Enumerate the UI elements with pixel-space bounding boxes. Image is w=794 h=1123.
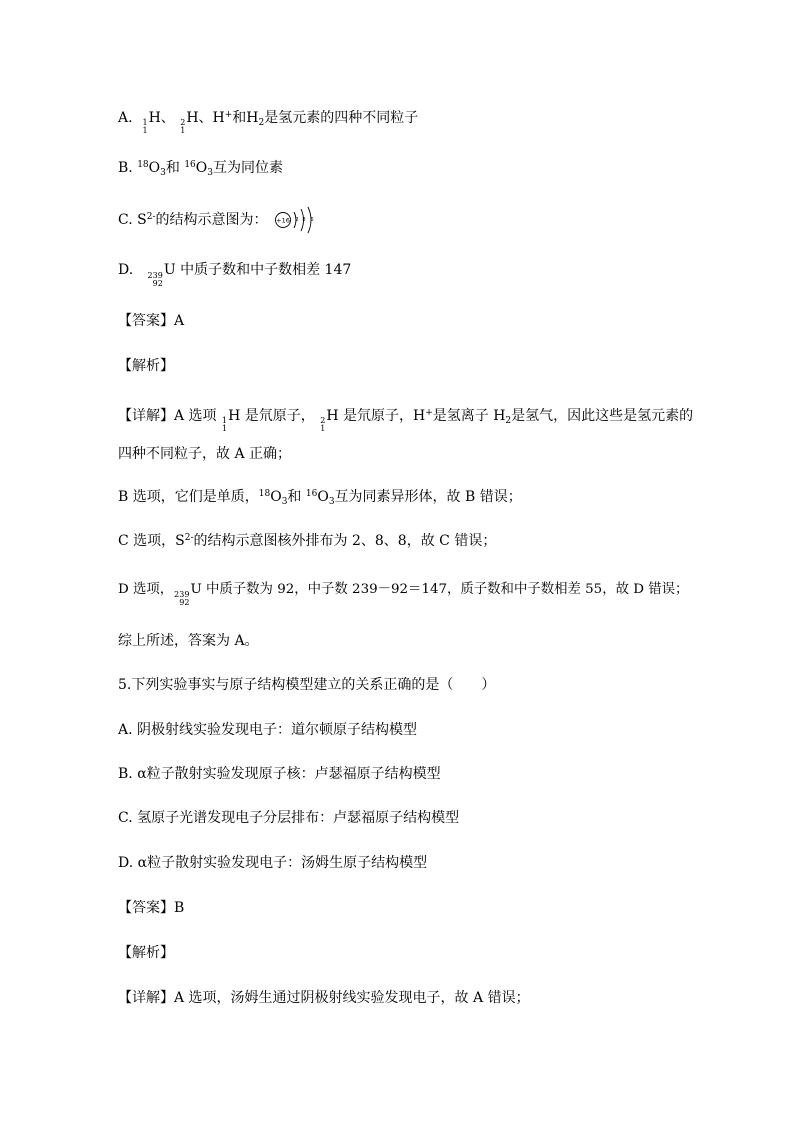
shell-2-count: 8 (302, 217, 306, 223)
q4-option-c: C. $S^{2-}$的结构示意图为： +16 2 8 6 (118, 206, 318, 234)
q5-option-c: C. 氢原子光谱发现电子分层排布：卢瑟福原子结构模型 (118, 810, 460, 826)
nuclide-h2: 2 1 (180, 118, 186, 135)
q5-analysis-heading: 【解析】 (118, 945, 174, 961)
q5-option-a: A. 阴极射线实验发现电子：道尔顿原子结构模型 (118, 722, 418, 738)
q4-detail-line-5: D 选项， 239 92 U 中质子数为 92，中子数 239－92＝147，质子数和中子数相差 55，故 D 错误； (118, 582, 689, 607)
q4-detail-line-4: C 选项，$S^{2-}$的结构示意图核外排布为 2、8、8，故 C 错误； (118, 533, 497, 549)
q4-option-d: D. 239 92 U 中质子数和中子数相差 147 (118, 262, 352, 288)
q4-detail-line-3: B 选项，它们是单质，$^{18}O_3$和 $^{16}O_3$互为同素异形体，故 B 错误； (118, 489, 522, 507)
q5-detail-line-1: 【详解】A 选项，汤姆生通过阴极射线实验发现电子，故 A 错误； (118, 990, 530, 1006)
nuclide-u239: 239 92 (174, 590, 190, 607)
q4-detail-line-2: 四种不同粒子，故 A 正确； (118, 446, 292, 462)
q5-answer: 【答案】B (118, 900, 185, 916)
q4-option-b: B. $^{18}O_3$和 $^{16}O_3$互为同位素 (118, 160, 283, 178)
nuclide-h1: 1 1 (222, 416, 228, 433)
shell-1-count: 2 (295, 217, 299, 223)
atom-structure-diagram (274, 206, 318, 234)
q4-answer: 【答案】A (118, 313, 185, 329)
q4-detail-line-1: 【详解】A 选项 1 1 H 是氘原子， 2 1 H 是氘原子，H+是氢离子 $H_2$是氢气，因此这些是氢元素的 (118, 408, 694, 433)
q5-stem: 5.下列实验事实与原子结构模型建立的关系正确的是（ ） (118, 677, 496, 693)
q5-option-d: D. α粒子散射实验发现电子：汤姆生原子结构模型 (118, 855, 428, 871)
q4-analysis-heading: 【解析】 (118, 358, 174, 374)
nucleus-charge: +16 (276, 216, 290, 225)
nuclide-h1: 1 1 (142, 118, 148, 135)
shell-3-count: 6 (310, 217, 314, 223)
q4-option-a: A. 1 1 H、 2 1 H、H+和$H_2$是氢元素的四种不同粒子 (118, 110, 419, 135)
nuclide-u239: 239 92 (147, 271, 163, 288)
q5-option-b: B. α粒子散射实验发现原子核：卢瑟福原子结构模型 (118, 766, 441, 782)
q4-summary: 综上所述，答案为 A。 (118, 633, 259, 649)
nuclide-h2: 2 1 (320, 416, 326, 433)
